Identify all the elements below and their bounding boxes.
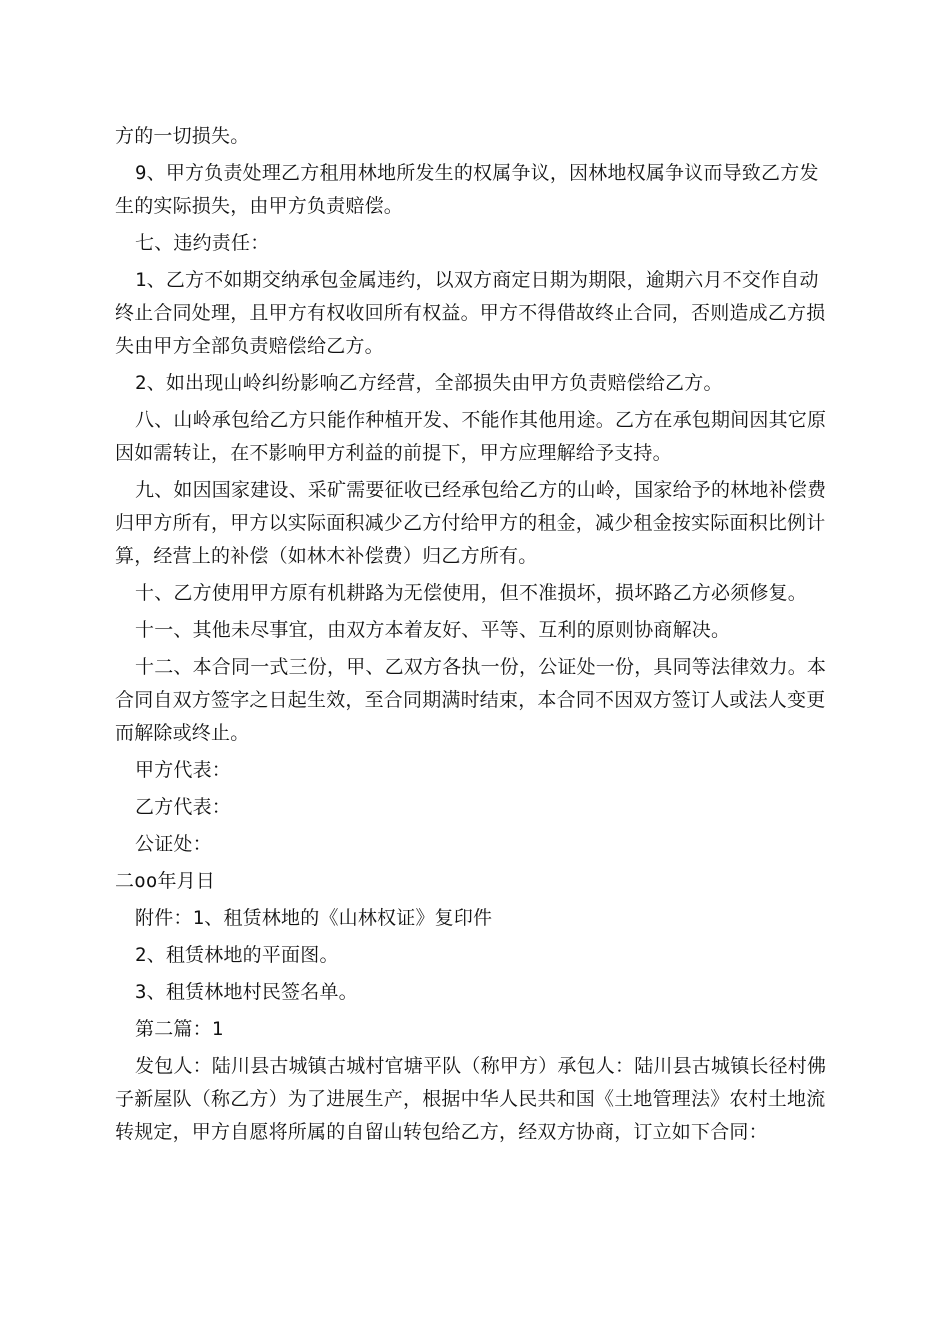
section-heading: 七、违约责任：	[135, 232, 270, 254]
paragraph: 2、如出现山岭纠纷影响乙方经营，全部损失由甲方负责赔偿给乙方。	[135, 372, 723, 394]
paragraph: 1、乙方不如期交纳承包金属违约，以双方商定日期为期限，逾期六月不交作自动终止合同处理，且甲方有权收回所有权益。甲方不得借故终止合同，否则造成乙方损失由甲方全部负责赔偿给乙方。	[115, 269, 826, 357]
signature-line-party-b: 乙方代表：	[135, 796, 232, 818]
paragraph: 发包人：陆川县古城镇古城村官塘平队（称甲方）承包人：陆川县古城镇长径村佛子新屋队（称乙方）为了进展生产，根据中华人民共和国《土地管理法》农村土地流转规定，甲方自愿将所属的自留山转包给乙方，经双方协商，订立如下合同：	[115, 1055, 827, 1143]
chapter-heading: 第二篇：1	[135, 1018, 224, 1040]
paragraph: 方的一切损失。	[115, 125, 250, 147]
date-line: 二oo年月日	[115, 870, 216, 892]
attachment-line: 附件：1、租赁林地的《山林权证》复印件	[135, 907, 493, 929]
paragraph: 9、甲方负责处理乙方租用林地所发生的权属争议，因林地权属争议而导致乙方发生的实际损失，由甲方负责赔偿。	[115, 162, 819, 217]
document-body	[115, 120, 837, 1153]
paragraph: 十、乙方使用甲方原有机耕路为无偿使用，但不准损坏，损坏路乙方必须修复。	[135, 582, 808, 604]
attachment-line: 2、租赁林地的平面图。	[135, 944, 339, 966]
attachment-line: 3、租赁林地村民签名单。	[135, 981, 358, 1003]
signature-line-party-a: 甲方代表：	[135, 759, 232, 781]
paragraph: 十一、其他未尽事宜，由双方本着友好、平等、互利的原则协商解决。	[135, 619, 731, 641]
signature-line-notary: 公证处：	[135, 833, 212, 855]
paragraph: 十二、本合同一式三份，甲、乙双方各执一份，公证处一份，具同等法律效力。本合同自双方签字之日起生效，至合同期满时结束，本合同不因双方签订人或法人变更而解除或终止。	[115, 656, 827, 744]
paragraph: 八、山岭承包给乙方只能作种植开发、不能作其他用途。乙方在承包期间因其它原因如需转让，在不影响甲方利益的前提下，甲方应理解给予支持。	[115, 409, 827, 464]
paragraph: 九、如因国家建设、采矿需要征收已经承包给乙方的山岭，国家给予的林地补偿费归甲方所有，甲方以实际面积减少乙方付给甲方的租金，减少租金按实际面积比例计算，经营上的补偿（如林木补偿费）归乙方所有。	[115, 479, 827, 567]
